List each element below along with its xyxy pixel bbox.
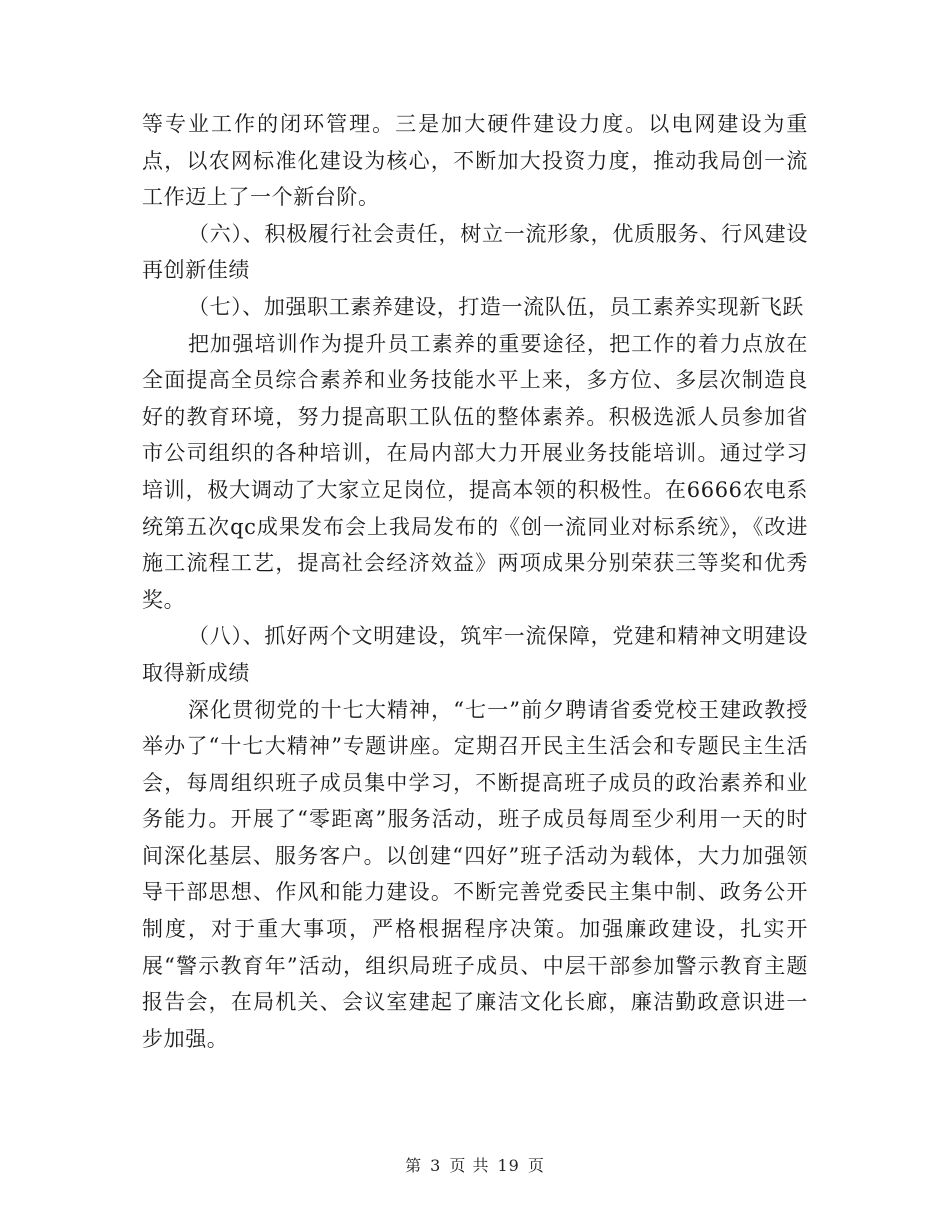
footer-suffix: 页	[527, 1156, 545, 1175]
footer-middle: 页 共	[449, 1156, 490, 1175]
document-body	[142, 106, 808, 1057]
footer-prefix: 第	[405, 1156, 423, 1175]
page-footer	[0, 1153, 950, 1176]
section-heading: （八）、抓好两个文明建设，筑牢一流保障，党建和精神文明建设取得新成绩	[142, 624, 808, 685]
paragraph: 把加强培训作为提升员工素养的重要途径，把工作的着力点放在全面提高全员综合素养和业务技能水平上来，多方位、多层次制造良好的教育环境，努力提高职工队伍的整体素养。积极选派人员参加省市公司组织的各种培训，在局内部大力开展业务技能培训。通过学习培训，极大调动了大家立足岗位，提高本领的积极性。在6666农电系统第五次qc成果发布会上我局发布的《创一流同业对标系统》，《改进施工流程工艺，提高社会经济效益》两项成果分别荣获三等奖和优秀奖。	[142, 331, 808, 612]
paragraph: 深化贯彻党的十七大精神，“七一”前夕聘请省委党校王建政教授举办了“十七大精神”专题讲座。定期召开民主生活会和专题民主生活会，每周组织班子成员集中学习，不断提高班子成员的政治素养和业务能力。开展了“零距离”服务活动，班子成员每周至少利用一天的时间深化基层、服务客户。以创建“四好”班子活动为载体，大力加强领导干部思想、作风和能力建设。不断完善党委民主集中制、政务公开制度，对于重大事项，严格根据程序决策。加强廉政建设，扎实开展“警示教育年”活动，组织局班子成员、中层干部参加警示教育主题报告会，在局机关、会议室建起了廉洁文化长廊，廉洁勤政意识进一步加强。	[142, 697, 808, 1051]
paragraph: 等专业工作的闭环管理。三是加大硬件建设力度。以电网建设为重点，以农网标准化建设为核心，不断加大投资力度，推动我局创一流工作迈上了一个新台阶。	[142, 112, 808, 210]
section-heading: （六）、积极履行社会责任，树立一流形象，优质服务、行风建设再创新佳绩	[142, 221, 808, 283]
section-heading: （七）、加强职工素养建设，打造一流队伍，员工素养实现新飞跃	[188, 294, 804, 319]
total-pages-number: 19	[497, 1156, 520, 1175]
current-page-number: 3	[430, 1156, 442, 1175]
